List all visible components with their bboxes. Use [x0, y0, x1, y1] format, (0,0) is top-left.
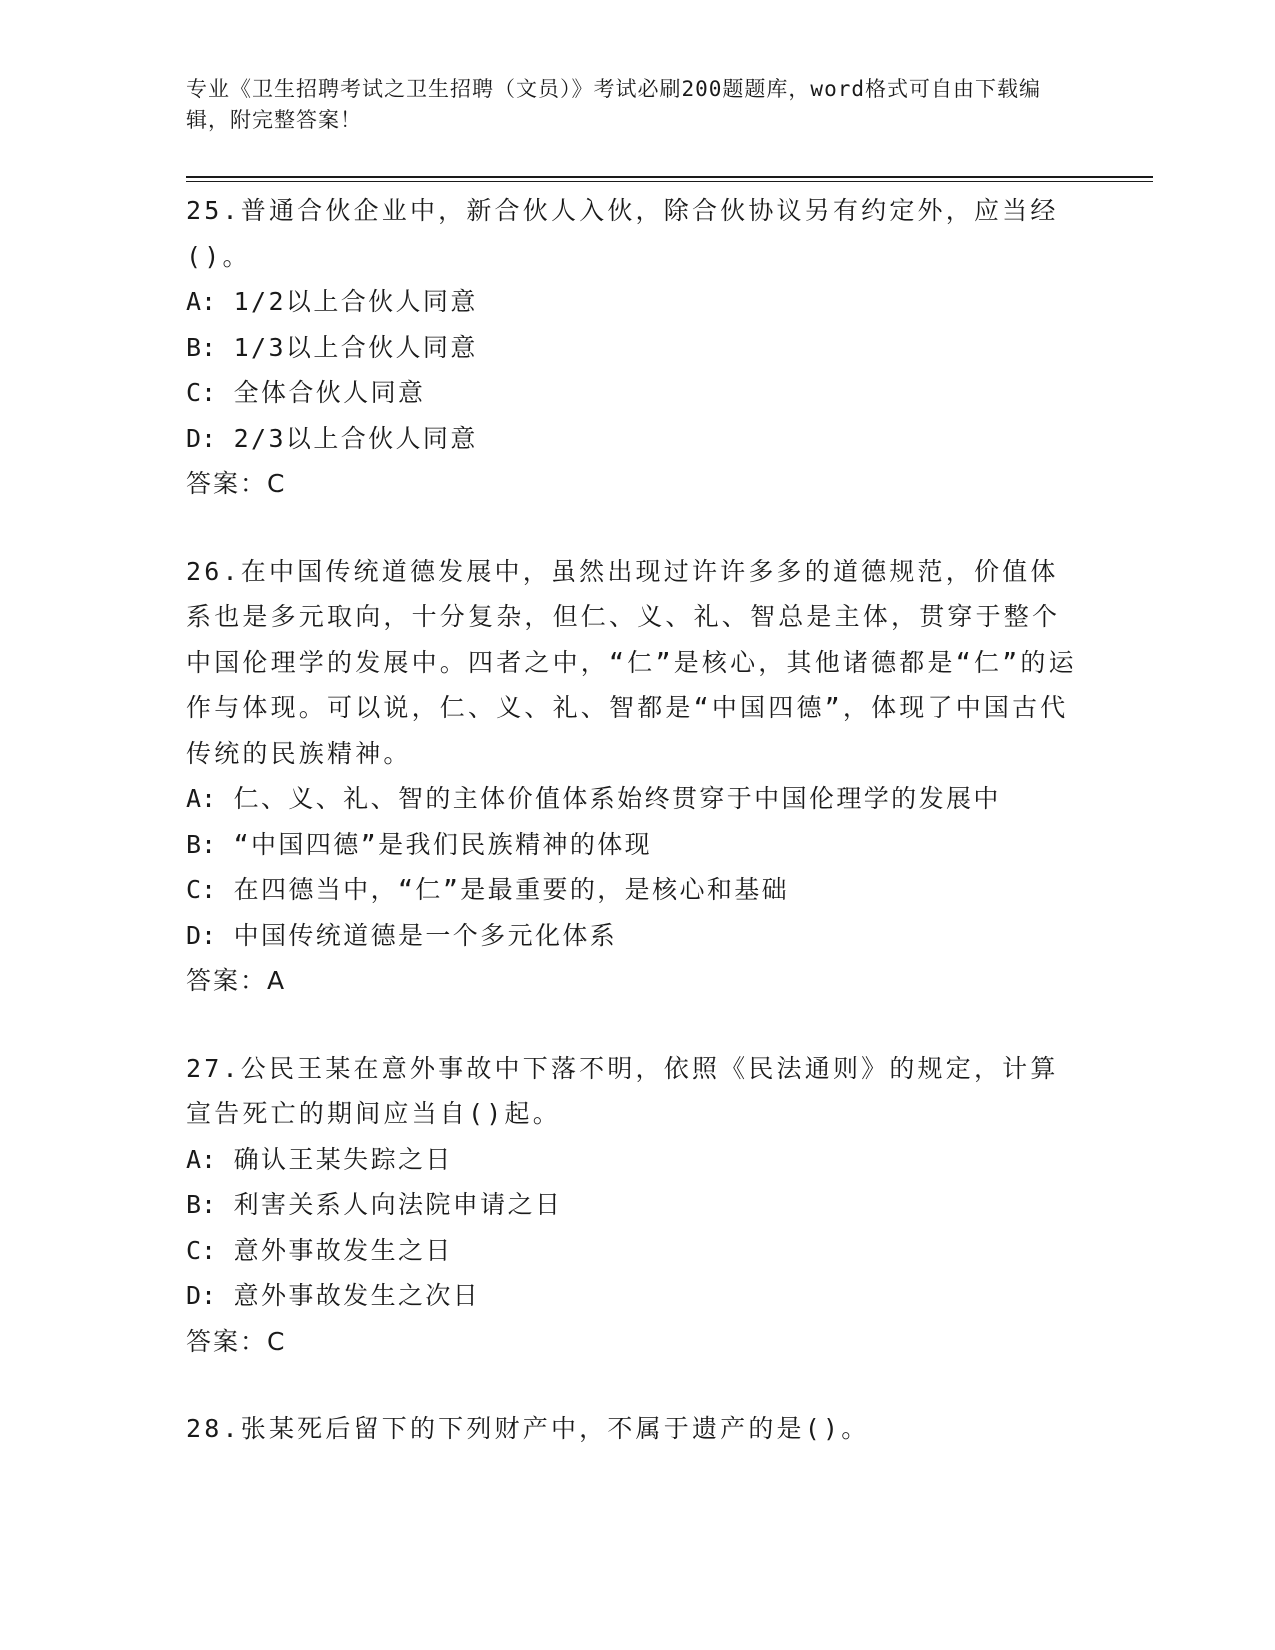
option-b	[186, 822, 1086, 868]
answer-line: 答案：C	[186, 1326, 287, 1356]
option-key: B:	[186, 332, 217, 362]
question-stem: 28.张某死后留下的下列财产中，不属于遗产的是()。	[186, 1414, 870, 1443]
option-key: C:	[186, 875, 217, 904]
option-key: D:	[186, 1281, 217, 1310]
option-text: 利害关系人向法院申请之日	[233, 1190, 563, 1219]
option-key: C:	[186, 378, 217, 407]
header-divider-thin	[186, 181, 1153, 182]
option-d	[186, 416, 1086, 462]
option-c	[186, 867, 1086, 913]
question-26	[186, 549, 1086, 1004]
option-key: D:	[186, 920, 217, 950]
option-text: 全体合伙人同意	[233, 378, 426, 407]
question-stem: 26.在中国传统道德发展中，虽然出现过许许多多的道德规范，价值体系也是多元取向，十分复杂，但仁、义、礼、智总是主体，贯穿于整个中国伦理学的发展中。四者之中，“仁”是核心，其他诸德都是“仁”的运作与体现。可以说，仁、义、礼、智都是“中国四德”，体现了中国古代传统的民族精神。	[186, 556, 1077, 768]
option-d	[186, 1273, 1086, 1319]
option-text: 意外事故发生之日	[233, 1235, 453, 1265]
option-text: 1/3以上合伙人同意	[233, 332, 478, 362]
option-key: C:	[186, 1235, 217, 1265]
option-key: B:	[186, 1190, 217, 1219]
option-b	[186, 325, 1086, 371]
option-key: A:	[186, 287, 217, 316]
option-key: A:	[186, 1144, 217, 1174]
option-text: 在四德当中，“仁”是最重要的，是核心和基础	[233, 875, 790, 904]
question-list	[186, 188, 1086, 1452]
answer-line: 答案：A	[186, 966, 287, 995]
option-a	[186, 279, 1086, 325]
option-text: 1/2以上合伙人同意	[233, 287, 478, 316]
option-text: 中国传统道德是一个多元化体系	[233, 920, 618, 950]
option-c	[186, 1228, 1086, 1274]
option-a	[186, 776, 1086, 822]
option-c	[186, 370, 1086, 416]
question-25	[186, 188, 1086, 507]
option-d	[186, 913, 1086, 959]
question-stem: 27.公民王某在意外事故中下落不明，依照《民法通则》的规定，计算宣告死亡的期间应当自()起。	[186, 1053, 1059, 1128]
option-text: 仁、义、礼、智的主体价值体系始终贯穿于中国伦理学的发展中	[233, 784, 1001, 813]
option-b	[186, 1182, 1086, 1228]
option-key: D:	[186, 423, 217, 453]
question-27	[186, 1046, 1086, 1365]
question-28	[186, 1406, 1086, 1452]
option-text: “中国四德”是我们民族精神的体现	[233, 829, 653, 859]
question-stem: 25.普通合伙企业中，新合伙人入伙，除合伙协议另有约定外，应当经()。	[186, 196, 1059, 271]
header-divider-thick	[186, 176, 1153, 178]
option-a	[186, 1137, 1086, 1183]
option-text: 意外事故发生之次日	[233, 1281, 481, 1310]
answer-line: 答案：C	[186, 469, 287, 498]
option-key: A:	[186, 784, 217, 813]
option-key: B:	[186, 829, 217, 859]
document-header: 专业《卫生招聘考试之卫生招聘（文员）》考试必刷200题题库，word格式可自由下载编辑，附完整答案！	[186, 77, 1041, 132]
option-text: 2/3以上合伙人同意	[233, 423, 478, 453]
option-text: 确认王某失踪之日	[233, 1144, 453, 1174]
